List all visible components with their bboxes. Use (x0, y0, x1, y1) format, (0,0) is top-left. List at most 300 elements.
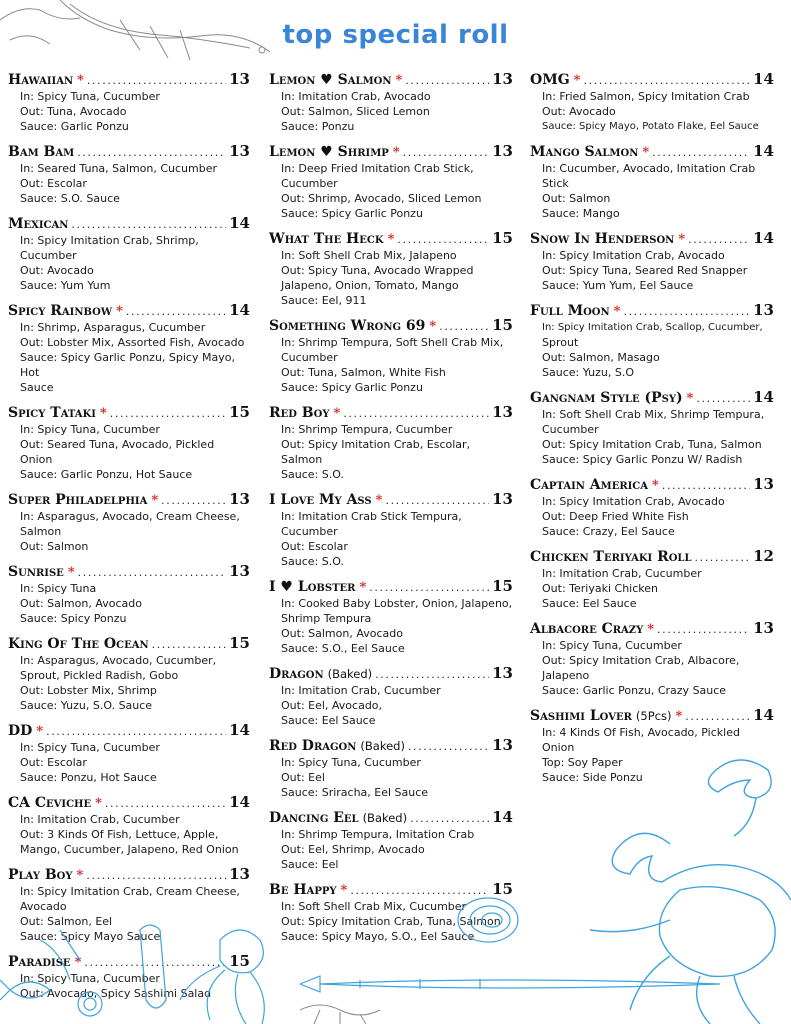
spicy-star-icon: * (613, 304, 621, 319)
roll-name-text: Red Dragon (269, 738, 357, 754)
roll-price: 13 (492, 142, 513, 160)
roll-ingredient-line: Sauce: Spicy Garlic Ponzu W/ Radish (542, 453, 743, 466)
dot-leader (397, 233, 489, 246)
dot-leader (688, 233, 750, 246)
roll-name-text: Bam Bam (8, 144, 75, 160)
roll-ingredient-line: Cucumber (542, 423, 599, 436)
menu-item-heading (8, 142, 250, 161)
menu-item-dd (8, 721, 250, 785)
menu-item-heading (8, 403, 250, 422)
roll-ingredient-line: Out: Escolar (20, 177, 87, 190)
roll-price: 13 (492, 490, 513, 508)
roll-ingredient-line: In: Imitation Crab, Avocado (281, 90, 431, 103)
menu-item-heading (8, 721, 250, 740)
roll-ingredient-line: Out: Lobster Mix, Assorted Fish, Avocado (20, 336, 245, 349)
roll-name-text: Dancing Eel (269, 810, 359, 826)
spicy-star-icon: * (36, 724, 44, 739)
roll-ingredient-line: Out: Spicy Imitation Crab, Escolar, Salmon (281, 438, 471, 466)
menu-item-heading (530, 388, 774, 407)
roll-ingredient-line: In: Asparagus, Avocado, Cream Cheese, (20, 510, 240, 523)
roll-name-text: Red Boy (269, 405, 330, 421)
roll-ingredient-line: Out: Avocado (20, 264, 94, 277)
dot-leader (71, 218, 226, 231)
roll-ingredient-line: Out: Salmon (542, 192, 611, 205)
roll-name (269, 144, 400, 160)
roll-price: 12 (753, 547, 774, 565)
spicy-star-icon: * (678, 232, 686, 247)
roll-ingredient-line: Out: Salmon, Eel (20, 915, 113, 928)
roll-ingredient-line: Sauce: Eel Sauce (542, 597, 637, 610)
roll-price: 15 (492, 577, 513, 595)
menu-item-heading (269, 880, 513, 899)
dot-leader (439, 320, 489, 333)
dot-leader (385, 494, 489, 507)
menu-item-heading (530, 475, 774, 494)
menu-item-heading (530, 229, 774, 248)
menu-item-gangnam-style-psy (530, 388, 774, 467)
roll-ingredient-line: Sauce: Garlic Ponzu, Crazy Sauce (542, 684, 727, 697)
roll-ingredient-line: Out: Salmon (20, 540, 89, 553)
dot-leader (408, 740, 489, 753)
roll-ingredient-line: Sauce: Yuzu, S.O. Sauce (20, 699, 153, 712)
roll-ingredient-line: Sauce: S.O. (281, 555, 344, 568)
roll-ingredient-line: Out: Spicy Imitation Crab, Tuna, Salmon (281, 915, 501, 928)
menu-column-1 (8, 70, 250, 1009)
roll-name-text: CA Ceviche (8, 795, 92, 811)
roll-price: 14 (229, 214, 250, 232)
menu-item-heading (8, 490, 250, 509)
roll-name (8, 216, 68, 232)
dot-leader (685, 710, 750, 723)
roll-name (8, 636, 149, 652)
menu-item-sunrise (8, 562, 250, 626)
roll-name (269, 882, 347, 898)
menu-item-lemon-salmon (269, 70, 513, 134)
spicy-star-icon: * (151, 493, 159, 508)
roll-ingredient-line: Sauce: Garlic Ponzu (20, 120, 129, 133)
roll-ingredient-line: In: Spicy Tuna (20, 582, 97, 595)
roll-name-text: I ♥ Lobster (269, 579, 356, 595)
roll-price: 14 (229, 793, 250, 811)
menu-item-play-boy (8, 865, 250, 944)
menu-item-heading (8, 70, 250, 89)
dot-leader (46, 725, 226, 738)
roll-ingredient-line: In: Imitation Crab, Cucumber (281, 684, 441, 697)
roll-name (8, 723, 43, 739)
roll-ingredient-line: In: Seared Tuna, Salmon, Cucumber (20, 162, 218, 175)
roll-name-text: Hawaiian (8, 72, 74, 88)
dot-leader (583, 74, 750, 87)
roll-name-text: Albacore Crazy (530, 621, 644, 637)
roll-name-text: OMG (530, 72, 570, 88)
roll-name-text: DD (8, 723, 33, 739)
roll-ingredient-line: Sauce: Garlic Ponzu, Hot Sauce (20, 468, 193, 481)
dot-leader (105, 797, 226, 810)
roll-name-text: Dragon (269, 666, 324, 682)
roll-name (530, 708, 682, 724)
dot-leader (652, 146, 750, 159)
menu-item-i-lobster (269, 577, 513, 656)
roll-ingredient-line: Out: Spicy Tuna, Avocado Wrapped (281, 264, 474, 277)
roll-ingredient-line: Onion (542, 741, 575, 754)
roll-ingredient-line: In: Cucumber, Avocado, Imitation Crab (542, 162, 756, 175)
roll-ingredient-line: Out: Salmon, Avocado (20, 597, 142, 610)
roll-ingredient-line: Sauce: Spicy Mayo Sauce (20, 930, 161, 943)
menu-item-i-love-my-ass (269, 490, 513, 569)
roll-name (8, 867, 83, 883)
roll-ingredient-line: Sauce: Spicy Ponzu (20, 612, 127, 625)
roll-price: 13 (492, 736, 513, 754)
roll-name (269, 231, 394, 247)
roll-ingredient-line: Sauce: Yuzu, S.O (542, 366, 635, 379)
roll-price: 13 (492, 70, 513, 88)
menu-item-snow-in-henderson (530, 229, 774, 293)
dot-leader (375, 668, 489, 681)
spicy-star-icon: * (99, 406, 107, 421)
menu-item-super-philadelphia (8, 490, 250, 554)
menu-item-heading (269, 316, 513, 335)
roll-name-text: Something Wrong 69 (269, 318, 426, 334)
roll-name (8, 492, 158, 508)
menu-item-heading (8, 562, 250, 581)
dot-leader (695, 551, 751, 564)
roll-ingredient-line: Sprout (542, 336, 579, 349)
roll-ingredient-line: In: Asparagus, Avocado, Cucumber, (20, 654, 217, 667)
menu-item-heading (530, 70, 774, 89)
spicy-star-icon: * (76, 868, 84, 883)
dot-leader (343, 407, 489, 420)
roll-ingredient-line: In: Shrimp Tempura, Soft Shell Crab Mix, (281, 336, 504, 349)
roll-ingredient-line: In: Soft Shell Crab Mix, Cucumber (281, 900, 467, 913)
spicy-star-icon: * (652, 478, 659, 493)
roll-price: 14 (753, 706, 774, 724)
roll-name (269, 738, 405, 754)
roll-ingredient-line: Sauce: Eel Sauce (281, 714, 376, 727)
roll-name-text: Captain America (530, 477, 649, 493)
roll-ingredient-line: In: Soft Shell Crab Mix, Shrimp Tempura, (542, 408, 765, 421)
squid-illustration (300, 990, 390, 1024)
roll-ingredient-line: Sauce: Spicy Mayo, Potato Flake, Eel Sauce (542, 121, 759, 132)
spicy-star-icon: * (67, 565, 75, 580)
roll-price: 14 (492, 808, 513, 826)
spicy-star-icon: * (429, 319, 437, 334)
menu-item-heading (269, 808, 513, 827)
menu-item-mexican (8, 214, 250, 293)
roll-name (269, 492, 382, 508)
roll-ingredient-line: Out: Tuna, Salmon, White Fish (281, 366, 446, 379)
menu-item-red-dragon (269, 736, 513, 800)
roll-ingredient-line: Out: Eel (281, 771, 325, 784)
roll-price: 15 (229, 952, 250, 970)
roll-price: 15 (492, 316, 513, 334)
roll-ingredient-line: Out: Tuna, Avocado (20, 105, 127, 118)
roll-ingredient-line: Cucumber (281, 351, 338, 364)
roll-price: 13 (492, 403, 513, 421)
spicy-star-icon: * (359, 580, 367, 595)
roll-name-text: I Love My Ass (269, 492, 372, 508)
spicy-star-icon: * (375, 493, 383, 508)
roll-ingredient-line: Sauce: Eel (281, 858, 339, 871)
roll-name (8, 795, 102, 811)
roll-ingredient-line: Sprout, Pickled Radish, Gobo (20, 669, 179, 682)
roll-ingredient-line: Out: Salmon, Sliced Lemon (281, 105, 430, 118)
dot-leader (403, 146, 489, 159)
menu-item-heading (8, 793, 250, 812)
roll-ingredient-line: Sauce: Spicy Mayo, S.O., Eel Sauce (281, 930, 475, 943)
dot-leader (152, 638, 227, 651)
roll-name-text: Sunrise (8, 564, 64, 580)
roll-ingredient-line: Sauce: Spicy Garlic Ponzu, Spicy Mayo, Hot (20, 351, 235, 379)
spicy-star-icon: * (116, 304, 123, 319)
roll-ingredient-line: Sauce: Eel, 911 (281, 294, 367, 307)
roll-ingredient-line: In: Fried Salmon, Spicy Imitation Crab (542, 90, 750, 103)
menu-item-something-wrong-69 (269, 316, 513, 395)
menu-item-heading (530, 706, 774, 725)
roll-ingredient-line: In: Spicy Tuna, Cucumber (20, 423, 160, 436)
spicy-star-icon: * (675, 709, 683, 724)
roll-ingredient-line: In: Shrimp, Asparagus, Cucumber (20, 321, 206, 334)
menu-item-full-moon (530, 301, 774, 380)
menu-item-lemon-shrimp (269, 142, 513, 221)
spicy-star-icon: * (392, 145, 400, 160)
roll-ingredient-line: In: Spicy Imitation Crab, Avocado (542, 249, 725, 262)
roll-ingredient-line: In: Imitation Crab, Cucumber (542, 567, 702, 580)
menu-item-heading (269, 490, 513, 509)
menu-item-red-boy (269, 403, 513, 482)
dot-leader (110, 407, 226, 420)
roll-price: 15 (229, 403, 250, 421)
roll-name-text: Be Happy (269, 882, 337, 898)
menu-item-what-the-heck (269, 229, 513, 308)
roll-ingredient-line: In: Spicy Tuna, Cucumber (542, 639, 682, 652)
roll-ingredient-line: Sauce: Crazy, Eel Sauce (542, 525, 675, 538)
roll-name-text: Spicy Rainbow (8, 303, 113, 319)
roll-ingredient-line: Out: Spicy Imitation Crab, Tuna, Salmon (542, 438, 762, 451)
roll-ingredient-line: Mango, Cucumber, Jalapeno, Red Onion (20, 843, 239, 856)
menu-item-heading (269, 403, 513, 422)
menu-item-heading (8, 214, 250, 233)
roll-ingredient-line: Out: Spicy Imitation Crab, Albacore, (542, 654, 740, 667)
menu-item-bam-bam (8, 142, 250, 206)
roll-name (8, 144, 74, 160)
roll-ingredient-line: Sauce: S.O. Sauce (20, 192, 120, 205)
roll-price: 14 (753, 388, 774, 406)
menu-item-omg (530, 70, 774, 134)
roll-name-text: Full Moon (530, 303, 610, 319)
roll-ingredient-line: In: 4 Kinds Of Fish, Avocado, Pickled (542, 726, 740, 739)
roll-name (530, 303, 620, 319)
menu-item-heading (269, 664, 513, 683)
roll-ingredient-line: Cucumber (281, 525, 338, 538)
menu-item-be-happy (269, 880, 513, 944)
roll-name-text: Sashimi Lover (530, 708, 632, 724)
dot-leader (369, 581, 489, 594)
roll-name-text: King Of The Ocean (8, 636, 149, 652)
dot-leader (87, 74, 226, 87)
menu-item-heading (530, 547, 774, 566)
spicy-star-icon: * (642, 145, 650, 160)
roll-ingredient-line: Stick (542, 177, 569, 190)
roll-ingredient-line: Sauce: S.O. (281, 468, 344, 481)
dot-leader (78, 566, 227, 579)
dot-leader (696, 392, 750, 405)
roll-ingredient-line: Out: Deep Fried White Fish (542, 510, 689, 523)
roll-price: 14 (753, 70, 774, 88)
spicy-star-icon: * (647, 622, 655, 637)
menu-item-heading (530, 619, 774, 638)
menu-column-3 (530, 70, 774, 793)
roll-ingredient-line: In: Imitation Crab, Cucumber (20, 813, 180, 826)
roll-ingredient-line: Sauce: Ponzu, Hot Sauce (20, 771, 157, 784)
roll-price: 13 (492, 664, 513, 682)
menu-item-heading (8, 301, 250, 320)
roll-ingredient-line: In: Spicy Imitation Crab, Cream Cheese, (20, 885, 240, 898)
dot-leader (86, 869, 226, 882)
spicy-star-icon: * (686, 391, 694, 406)
roll-price: 14 (753, 229, 774, 247)
roll-ingredient-line: Out: Escolar (20, 756, 87, 769)
menu-item-albacore-crazy (530, 619, 774, 698)
roll-ingredient-line: Out: Eel, Shrimp, Avocado (281, 843, 425, 856)
roll-ingredient-line: In: Spicy Tuna, Cucumber (20, 972, 160, 985)
roll-name (8, 405, 107, 421)
roll-ingredient-line: Sauce: Sriracha, Eel Sauce (281, 786, 429, 799)
roll-name (530, 72, 580, 88)
roll-price: 13 (753, 475, 774, 493)
dot-leader (405, 74, 489, 87)
roll-name (269, 666, 372, 682)
roll-ingredient-line: In: Cooked Baby Lobster, Onion, Jalapeno, (281, 597, 513, 610)
menu-item-dragon (269, 664, 513, 728)
roll-note: (Baked) (362, 811, 408, 825)
roll-ingredient-line: Salmon (20, 525, 62, 538)
dot-leader (161, 494, 226, 507)
menu-item-heading (8, 865, 250, 884)
dot-leader (410, 812, 489, 825)
spicy-star-icon: * (95, 796, 102, 811)
roll-name (530, 549, 692, 565)
roll-ingredient-line: In: Spicy Tuna, Cucumber (281, 756, 421, 769)
roll-name (8, 303, 123, 319)
roll-ingredient-line: Sauce (20, 381, 54, 394)
roll-ingredient-line: Out: Eel, Avocado, (281, 699, 383, 712)
roll-ingredient-line: Cucumber (281, 177, 338, 190)
menu-item-heading (269, 577, 513, 596)
menu-item-heading (269, 229, 513, 248)
roll-ingredient-line: Out: Escolar (281, 540, 348, 553)
roll-price: 13 (229, 490, 250, 508)
roll-price: 15 (492, 229, 513, 247)
roll-name (269, 579, 366, 595)
roll-ingredient-line: Avocado (20, 900, 67, 913)
roll-name-text: Spicy Tataki (8, 405, 96, 421)
roll-price: 14 (229, 301, 250, 319)
dot-leader (657, 623, 750, 636)
roll-ingredient-line: Shrimp Tempura (281, 612, 372, 625)
roll-ingredient-line: Out: Avocado, Spicy Sashimi Salad (20, 987, 212, 1000)
roll-ingredient-line: Out: Salmon, Avocado (281, 627, 403, 640)
roll-ingredient-line: Sauce: Ponzu (281, 120, 355, 133)
roll-price: 14 (229, 721, 250, 739)
roll-ingredient-line: Jalapeno, Onion, Tomato, Mango (281, 279, 459, 292)
roll-ingredient-line: In: Spicy Imitation Crab, Avocado (542, 495, 725, 508)
roll-ingredient-line: Out: Spicy Tuna, Seared Red Snapper (542, 264, 748, 277)
roll-name-text: Mango Salmon (530, 144, 639, 160)
roll-price: 15 (229, 634, 250, 652)
roll-name (530, 621, 654, 637)
roll-note: (5Pcs) (635, 709, 672, 723)
roll-name (269, 405, 340, 421)
roll-ingredient-line: Top: Soy Paper (542, 756, 623, 769)
roll-ingredient-line: Sauce: Yum Yum (20, 279, 111, 292)
roll-ingredient-line: In: Spicy Tuna, Cucumber (20, 741, 160, 754)
menu-item-captain-america (530, 475, 774, 539)
roll-price: 13 (229, 142, 250, 160)
roll-ingredient-line: In: Deep Fried Imitation Crab Stick, (281, 162, 474, 175)
roll-name (530, 477, 659, 493)
menu-item-heading (269, 70, 513, 89)
menu-item-heading (269, 142, 513, 161)
roll-name-text: Gangnam Style (Psy) (530, 390, 683, 406)
menu-item-mango-salmon (530, 142, 774, 221)
roll-name (530, 144, 649, 160)
roll-ingredient-line: Out: Avocado (542, 105, 616, 118)
roll-name (269, 810, 407, 826)
menu-item-spicy-rainbow (8, 301, 250, 395)
roll-name-text: Snow In Henderson (530, 231, 675, 247)
spicy-star-icon: * (387, 232, 395, 247)
roll-ingredient-line: Jalapeno (542, 669, 590, 682)
roll-name (8, 72, 84, 88)
menu-item-king-of-the-ocean (8, 634, 250, 713)
spicy-star-icon: * (333, 406, 341, 421)
dot-leader (350, 884, 489, 897)
roll-ingredient-line: Out: Shrimp, Avocado, Sliced Lemon (281, 192, 482, 205)
roll-name-text: Mexican (8, 216, 69, 232)
roll-name (8, 954, 81, 970)
roll-note: (Baked) (327, 667, 373, 681)
menu-item-heading (8, 634, 250, 653)
roll-price: 13 (229, 70, 250, 88)
roll-ingredient-line: Out: Lobster Mix, Shrimp (20, 684, 157, 697)
roll-ingredient-line: Out: Seared Tuna, Avocado, Pickled Onion (20, 438, 215, 466)
roll-ingredient-line: In: Spicy Imitation Crab, Scallop, Cucumber, (542, 322, 763, 333)
menu-item-chicken-teriyaki-roll (530, 547, 774, 611)
dot-leader (84, 956, 226, 969)
spicy-star-icon: * (573, 73, 581, 88)
menu-item-sashimi-lover (530, 706, 774, 785)
dot-leader (662, 479, 750, 492)
roll-name (530, 231, 685, 247)
spicy-star-icon: * (340, 883, 348, 898)
roll-name-text: What The Heck (269, 231, 384, 247)
roll-price: 13 (229, 562, 250, 580)
roll-name-text: Play Boy (8, 867, 73, 883)
roll-ingredient-line: Out: Salmon, Masago (542, 351, 660, 364)
page-title: top special roll (282, 20, 509, 50)
menu-item-heading (530, 301, 774, 320)
dot-leader (623, 305, 750, 318)
dot-leader (126, 305, 226, 318)
roll-ingredient-line: Sauce: Spicy Garlic Ponzu (281, 207, 423, 220)
roll-ingredient-line: Out: Teriyaki Chicken (542, 582, 658, 595)
roll-ingredient-line: Sauce: S.O., Eel Sauce (281, 642, 405, 655)
roll-ingredient-line: Sauce: Side Ponzu (542, 771, 643, 784)
fish-illustration (300, 970, 730, 1000)
roll-ingredient-line: In: Imitation Crab Stick Tempura, (281, 510, 462, 523)
spicy-star-icon: * (395, 73, 403, 88)
roll-name-text: Chicken Teriyaki Roll (530, 549, 692, 565)
